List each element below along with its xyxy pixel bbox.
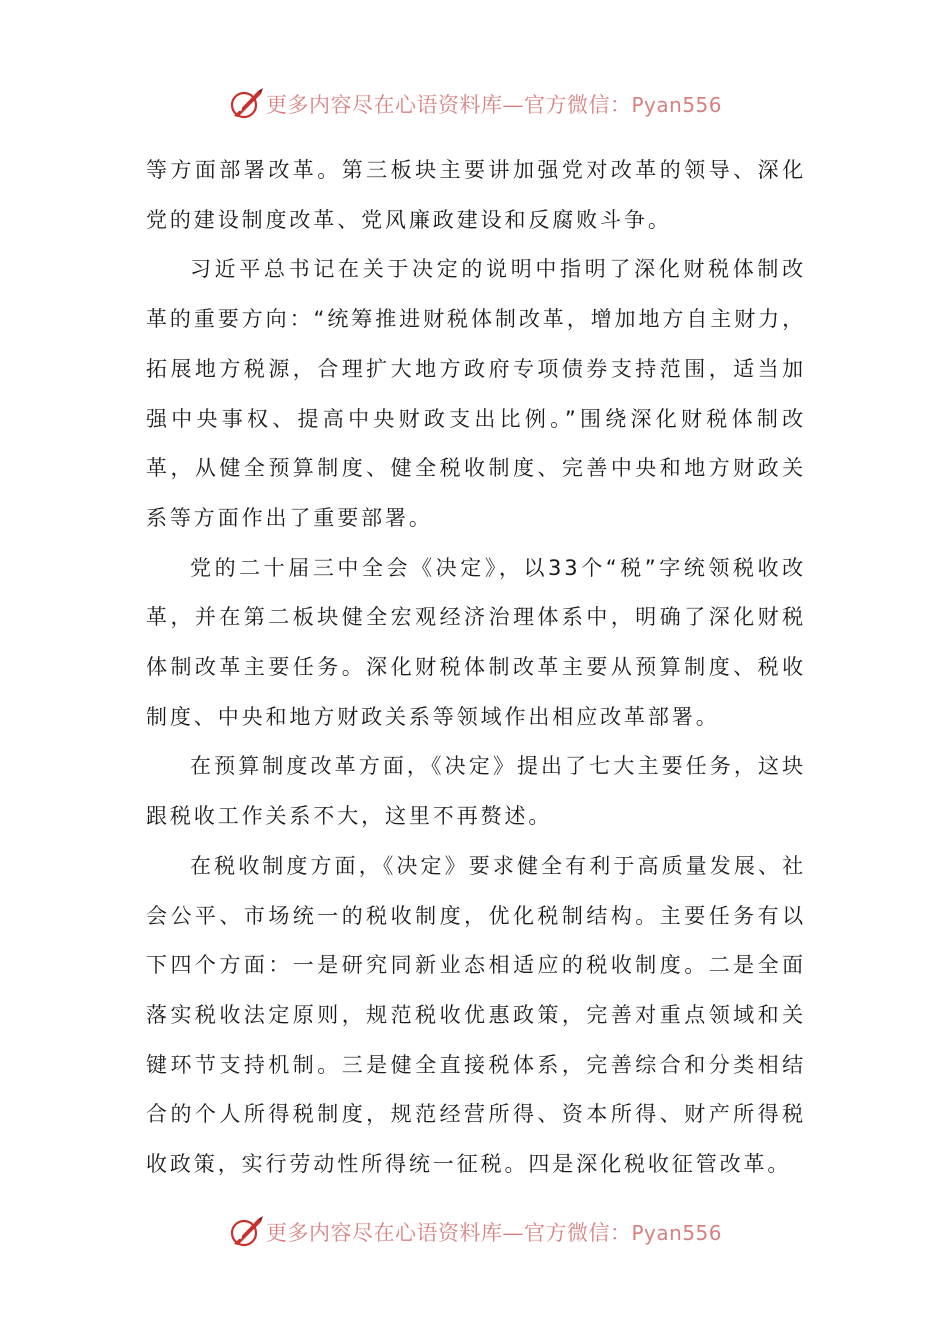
- header-watermark: [0, 84, 950, 124]
- paragraph: 习近平总书记在关于决定的说明中指明了深化财税体制改革的重要方向：“统筹推进财税体制改革，增加地方自主财力，拓展地方税源，合理扩大地方政府专项债券支持范围，适当加强中央事权、提高中央财政支出比例。”围绕深化财税体制改革，从健全预算制度、健全税收制度、完善中央和地方财政关系等方面作出了重要部署。: [146, 257, 806, 530]
- quill-logo-icon: [228, 1214, 264, 1250]
- quill-logo-icon: [228, 86, 264, 122]
- watermark-text: 更多内容尽在心语资料库—官方微信：Pyan556: [265, 1221, 722, 1245]
- paragraph: 在税收制度方面，《决定》要求健全有利于高质量发展、社会公平、市场统一的税收制度，优化税制结构。主要任务有以下四个方面：一是研究同新业态相适应的税收制度。二是全面落实税收法定原则，规范税收优惠政策，完善对重点领域和关键环节支持机制。三是健全直接税体系，完善综合和分类相结合的个人所得税制度，规范经营所得、资本所得、财产所得税收政策，实行劳动性所得统一征税。四是深化税收征管改革。: [146, 853, 806, 1177]
- paragraph: 在预算制度改革方面，《决定》提出了七大主要任务，这块跟税收工作关系不大，这里不再赘述。: [146, 754, 806, 829]
- document-body: [146, 146, 806, 1190]
- paragraph: 等方面部署改革。第三板块主要讲加强党对改革的领导、深化党的建设制度改革、党风廉政建设和反腐败斗争。: [146, 158, 806, 232]
- paragraph: 党的二十届三中全会《决定》，以33个“税”字统领税收改革，并在第二板块健全宏观经济治理体系中，明确了深化财税体制改革主要任务。深化财税体制改革主要从预算制度、税收制度、中央和地方财政关系等领域作出相应改革部署。: [146, 555, 806, 729]
- footer-watermark: [0, 1212, 950, 1252]
- watermark-text: 更多内容尽在心语资料库—官方微信：Pyan556: [265, 93, 722, 117]
